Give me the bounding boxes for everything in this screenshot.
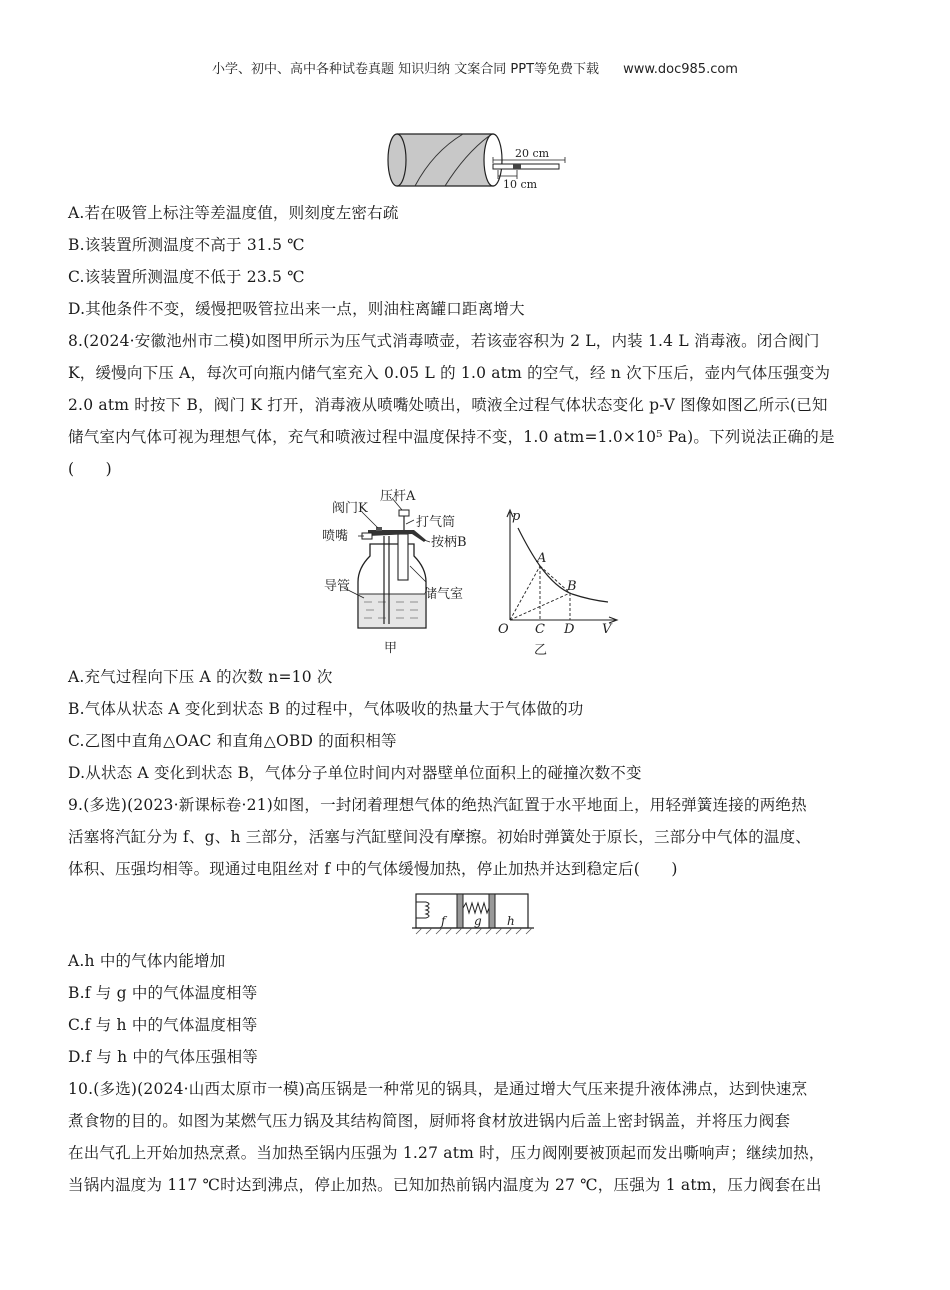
q10-stem-line-1: 10.(多选)(2024·山西太原市一模)高压锅是一种常见的锅具，是通过增大气压来提升液体沸点，达到快速烹 bbox=[68, 1080, 808, 1098]
q10-stem-line-3: 在出气孔上开始加热烹煮。当加热至锅内压强为 1.27 atm 时，压力阀刚要被顶起而发出嘶响声；继续加热， bbox=[68, 1144, 825, 1162]
q9-label-h: h bbox=[507, 914, 515, 928]
q7-option-d: D.其他条件不变，缓慢把吸管拉出来一点，则油柱离罐口距离增大 bbox=[68, 300, 525, 318]
q8-jia-label-tube: 导管 bbox=[324, 579, 351, 594]
q8-stem-line-3: 2.0 atm 时按下 B，阀门 K 打开，消毒液从喷嘴处喷出，喷液全过程气体状态变化 p-V 图像如图乙所示(已知 bbox=[68, 396, 828, 414]
q8-yi-point-a: A bbox=[537, 551, 547, 566]
header-site-text: 小学、初中、高中各种试卷真题 知识归纳 文案合同 PPT等免费下载 bbox=[212, 62, 600, 77]
page-header bbox=[0, 58, 950, 77]
q8-jia-label-chamber: 储气室 bbox=[424, 587, 464, 602]
q7-label-20cm: 20 cm bbox=[515, 147, 550, 160]
q8-stem-line-2: K，缓慢向下压 A，每次可向瓶内储气室充入 0.05 L 的 1.0 atm 的空气，经 n 次下压后，壶内气体压强变为 bbox=[68, 364, 831, 382]
q9-label-f: f bbox=[441, 914, 446, 928]
q8-jia-label-rod: 压杆A bbox=[380, 489, 416, 504]
q8-option-b: B.气体从状态 A 变化到状态 B 的过程中，气体吸收的热量大于气体做的功 bbox=[68, 700, 584, 718]
q9-stem-line-1: 9.(多选)(2023·新课标卷·21)如图，一封闭着理想气体的绝热汽缸置于水平地面上，用轻弹簧连接的两绝热 bbox=[68, 796, 807, 814]
q8-yi-caption: 乙 bbox=[534, 643, 548, 658]
q8-yi-tick-d: D bbox=[564, 622, 575, 637]
q8-jia-label-pump: 打气筒 bbox=[416, 515, 456, 530]
q7-option-c: C.该装置所测温度不低于 23.5 ℃ bbox=[68, 268, 305, 286]
q8-yi-axis-v: V bbox=[602, 622, 612, 637]
q10-stem-line-4: 当锅内温度为 117 ℃时达到沸点，停止加热。已知加热前锅内温度为 27 ℃，压强为 1 atm，压力阀套在出 bbox=[68, 1176, 822, 1194]
q8-option-c: C.乙图中直角△OAC 和直角△OBD 的面积相等 bbox=[68, 732, 397, 750]
q9-stem-line-3: 体积、压强均相等。现通过电阻丝对 f 中的气体缓慢加热，停止加热并达到稳定后( ) bbox=[68, 860, 678, 878]
q9-label-g: g bbox=[474, 914, 482, 928]
q8-jia-label-valve: 阀门K bbox=[332, 501, 368, 516]
q8-stem-line-1: 8.(2024·安徽池州市二模)如图甲所示为压气式消毒喷壶，若该壶容积为 2 L，内装 1.4 L 消毒液。闭合阀门 bbox=[68, 332, 820, 350]
q8-figure-jia bbox=[318, 486, 478, 658]
q9-option-d: D.f 与 h 中的气体压强相等 bbox=[68, 1048, 259, 1066]
q8-yi-point-b: B bbox=[567, 579, 577, 594]
q7-label-10cm: 10 cm bbox=[503, 178, 538, 191]
q8-stem-line-4: 储气室内气体可视为理想气体，充气和喷液过程中温度保持不变，1.0 atm=1.0×10⁵ Pa)。下列说法正确的是 bbox=[68, 428, 835, 446]
q8-jia-label-nozzle: 喷嘴 bbox=[322, 529, 349, 544]
q8-stem-line-5: ( ) bbox=[68, 460, 112, 478]
q10-stem-line-2: 煮食物的目的。如图为某燃气压力锅及其结构简图，厨师将食材放进锅内后盖上密封锅盖，并将压力阀套 bbox=[68, 1112, 791, 1130]
q7-can-figure bbox=[385, 128, 570, 192]
q8-option-d: D.从状态 A 变化到状态 B，气体分子单位时间内对器壁单位面积上的碰撞次数不变 bbox=[68, 764, 642, 782]
q9-option-b: B.f 与 g 中的气体温度相等 bbox=[68, 984, 258, 1002]
q8-figure-yi bbox=[490, 508, 625, 658]
q9-cylinder-figure bbox=[412, 890, 534, 938]
q9-option-c: C.f 与 h 中的气体温度相等 bbox=[68, 1016, 258, 1034]
q8-jia-caption: 甲 bbox=[384, 641, 398, 656]
q9-option-a: A.h 中的气体内能增加 bbox=[68, 952, 226, 970]
q8-option-a: A.充气过程向下压 A 的次数 n=10 次 bbox=[68, 668, 333, 686]
q9-stem-line-2: 活塞将汽缸分为 f、g、h 三部分，活塞与汽缸壁间没有摩擦。初始时弹簧处于原长，三部分中气体的温度、 bbox=[68, 828, 811, 846]
q8-yi-tick-c: C bbox=[535, 622, 545, 637]
q8-jia-label-handle: 按柄B bbox=[431, 535, 467, 550]
q8-yi-axis-p: p bbox=[512, 509, 521, 524]
header-url[interactable]: www.doc985.com bbox=[623, 62, 738, 77]
q7-option-b: B.该装置所测温度不高于 31.5 ℃ bbox=[68, 236, 305, 254]
q7-option-a: A.若在吸管上标注等差温度值，则刻度左密右疏 bbox=[68, 204, 399, 222]
q8-yi-origin: O bbox=[498, 622, 509, 637]
